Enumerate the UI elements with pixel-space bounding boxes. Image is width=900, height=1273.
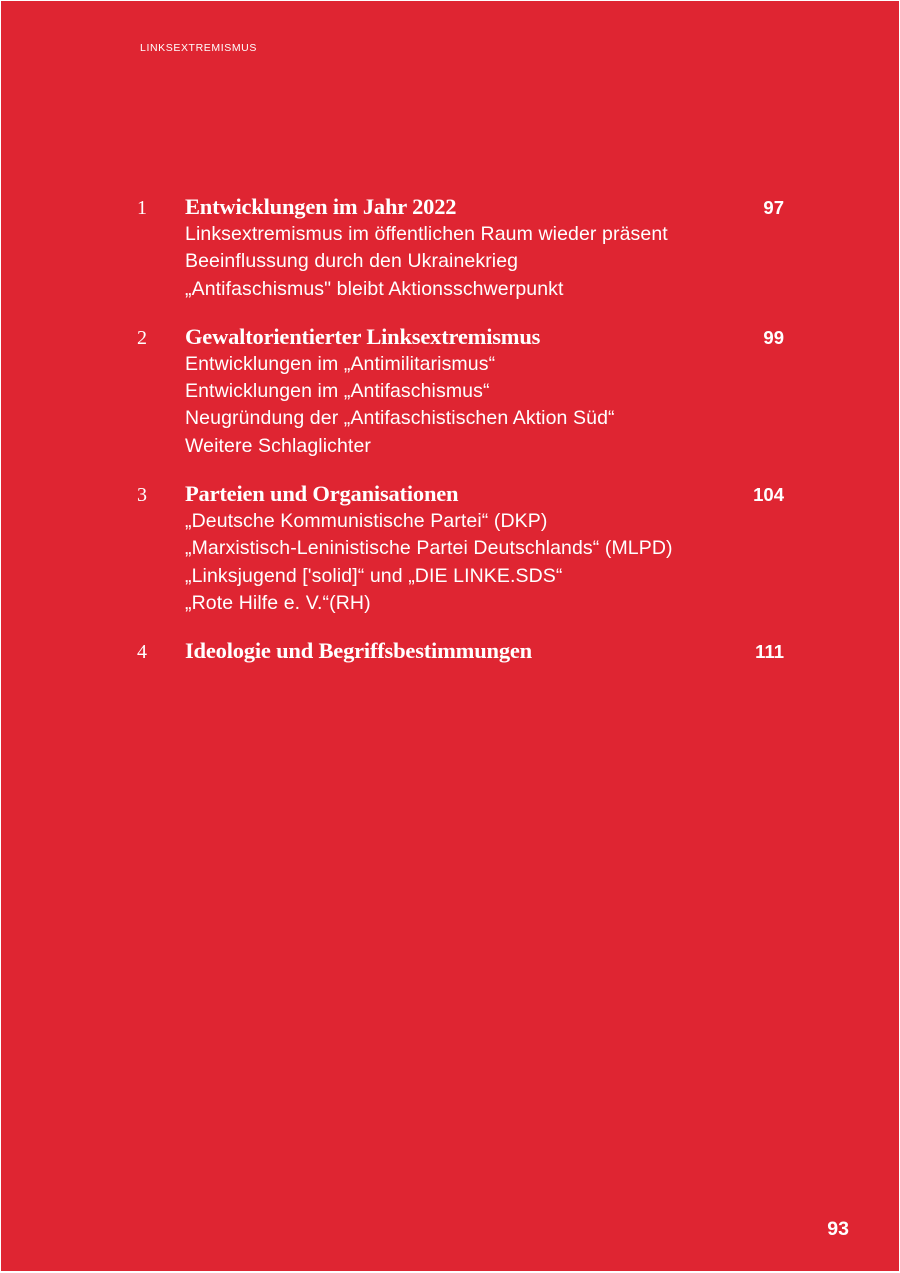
page-number: 93	[827, 1218, 849, 1240]
toc-section-3[interactable]	[1, 480, 899, 617]
toc-item[interactable]: „Deutsche Kommunistische Partei“ (DKP)	[185, 510, 548, 533]
toc-item[interactable]: Beeinflussung durch den Ukrainekrieg	[185, 250, 519, 273]
section-items	[1, 221, 899, 303]
section-items	[1, 351, 899, 460]
section-page-number: 104	[753, 484, 784, 506]
section-title[interactable]: Ideologie und Begriffsbestimmungen	[185, 638, 532, 664]
toc-section-2[interactable]	[1, 323, 899, 460]
toc-item[interactable]: Neugründung der „Antifaschistischen Aktion Süd“	[185, 407, 615, 430]
section-page-number: 99	[763, 326, 784, 348]
section-page-number: 111	[755, 641, 784, 663]
toc-section-1[interactable]	[1, 193, 899, 303]
section-number: 3	[137, 484, 147, 507]
section-number: 4	[137, 641, 147, 664]
section-title[interactable]: Entwicklungen im Jahr 2022	[185, 194, 457, 219]
toc-item[interactable]: Weitere Schlaglichter	[185, 434, 371, 457]
table-of-contents	[1, 193, 899, 685]
toc-item[interactable]: „Antifaschismus" bleibt Aktionsschwerpunkt	[185, 277, 564, 300]
toc-section-4[interactable]	[1, 637, 899, 665]
section-items	[1, 508, 899, 617]
section-title[interactable]: Gewaltorientierter Linksextremismus	[185, 323, 541, 349]
toc-item[interactable]: Linksextremismus im öffentlichen Raum wieder präsent	[185, 223, 668, 245]
section-number: 1	[137, 197, 147, 219]
toc-item[interactable]: Entwicklungen im „Antifaschismus“	[185, 380, 490, 403]
section-title[interactable]: Parteien und Organisationen	[185, 481, 459, 507]
running-head: LINKSEXTREMISMUS	[140, 42, 257, 54]
toc-item[interactable]: „Linksjugend ['solid]“ und „DIE LINKE.SDS“	[185, 564, 563, 587]
section-number: 2	[137, 326, 147, 349]
toc-item[interactable]: „Marxistisch-Leninistische Partei Deutschlands“ (MLPD)	[185, 537, 673, 560]
section-page-number: 97	[763, 197, 784, 218]
page	[1, 1, 899, 1271]
toc-item[interactable]: „Rote Hilfe e. V.“(RH)	[185, 591, 371, 614]
toc-item[interactable]: Entwicklungen im „Antimilitarismus“	[185, 352, 496, 375]
